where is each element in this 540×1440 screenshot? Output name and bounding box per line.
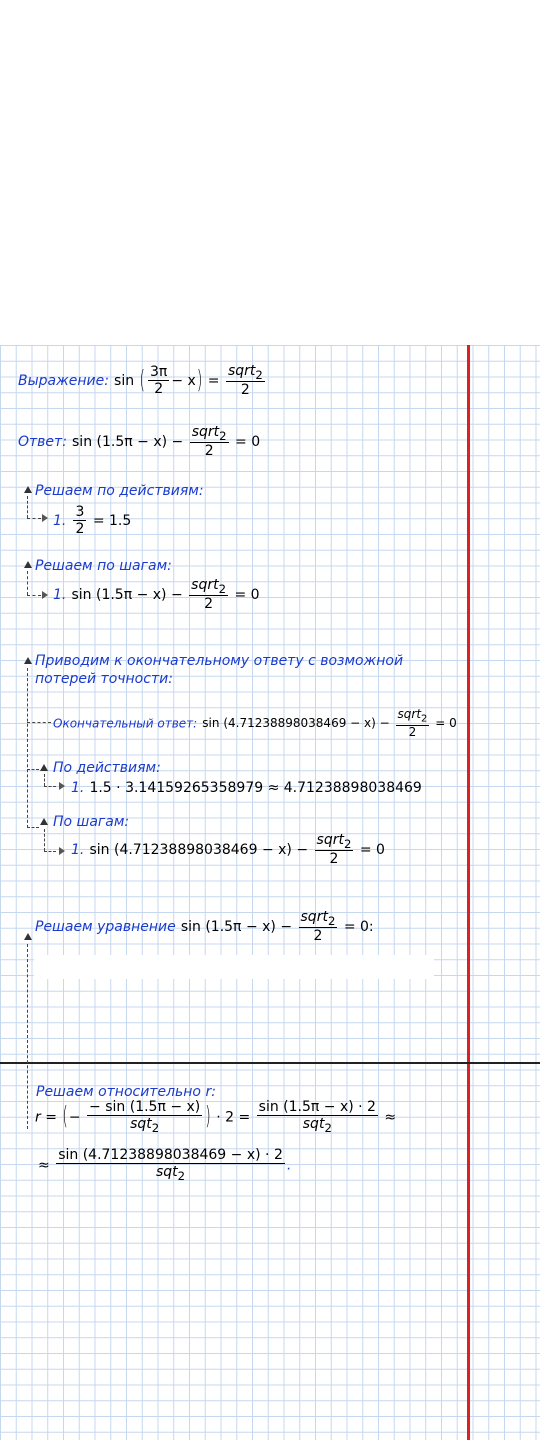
approx-header-line1: Приводим к окончательному ответу с возможной xyxy=(35,653,404,669)
expand-step-icon[interactable] xyxy=(59,847,65,855)
actions-step: 1. $\frac{3}{2}$ = 1.5 xyxy=(53,504,132,537)
steps-step: 1. sin (1.5π − x) − $\frac{sqrt_2}{2}$ = 0 xyxy=(53,577,260,613)
solve-r-line2: ≈ $\frac{\sin (4.71238898038469 - x) \cdot 2}{sqt_2}$ . xyxy=(38,1147,292,1183)
expression-line xyxy=(18,364,267,398)
steps-header: Решаем по шагам: xyxy=(35,558,172,574)
expression-math: sin ( $\frac{3\pi}{2}$ − x) = $\frac{sqrt_2}{2}$ xyxy=(114,363,263,399)
expression-label: Выражение: xyxy=(18,373,109,390)
blurred-region xyxy=(34,955,434,979)
expand-step-icon[interactable] xyxy=(59,782,65,790)
page-break-line xyxy=(0,1062,540,1064)
actions-header: Решаем по действиям: xyxy=(35,483,204,499)
collapse-steps-icon[interactable] xyxy=(24,561,32,568)
by-steps-header: По шагам: xyxy=(53,814,130,830)
approx-header-line2: потерей точности: xyxy=(35,671,173,687)
collapse-by-actions-icon[interactable] xyxy=(40,764,48,771)
collapse-equation-icon[interactable] xyxy=(24,933,32,940)
answer-line xyxy=(18,425,260,459)
solve-r-header: Решаем относительно r: xyxy=(36,1084,216,1100)
collapse-approx-icon[interactable] xyxy=(24,657,32,664)
collapse-by-steps-icon[interactable] xyxy=(40,818,48,825)
by-actions-header: По действиям: xyxy=(53,760,161,776)
equation-line: Решаем уравнение sin (1.5π − x) − $\frac{sqrt_2}{2}$ = 0: xyxy=(35,909,374,945)
expand-step-icon[interactable] xyxy=(42,514,48,522)
answer-math: sin (1.5π − x) − $\frac{sqrt_2}{2}$ = 0 xyxy=(72,424,261,460)
by-steps-step: 1. sin (4.71238898038469 − x) − $\frac{sqrt_2}{2}$ = 0 xyxy=(71,832,385,868)
margin-line xyxy=(467,345,470,1440)
solve-r-line1: r = (− $\frac{- \sin (1.5\pi - x)}{sqt_2}$ ) · 2 = $\frac{\sin (1.5\pi - x) \cdot 2}{sqt_2}$ ≈ xyxy=(35,1099,397,1135)
collapse-actions-icon[interactable] xyxy=(24,486,32,493)
by-actions-step: 1. 1.5 · 3.14159265358979 ≈ 4.71238898038469 xyxy=(71,780,422,796)
answer-label: Ответ: xyxy=(18,434,67,451)
expand-step-icon[interactable] xyxy=(42,591,48,599)
final-answer-line: Окончательный ответ: sin (4.71238898038469 − x) − $\frac{sqrt_2}{2}$ = 0 xyxy=(53,707,457,739)
